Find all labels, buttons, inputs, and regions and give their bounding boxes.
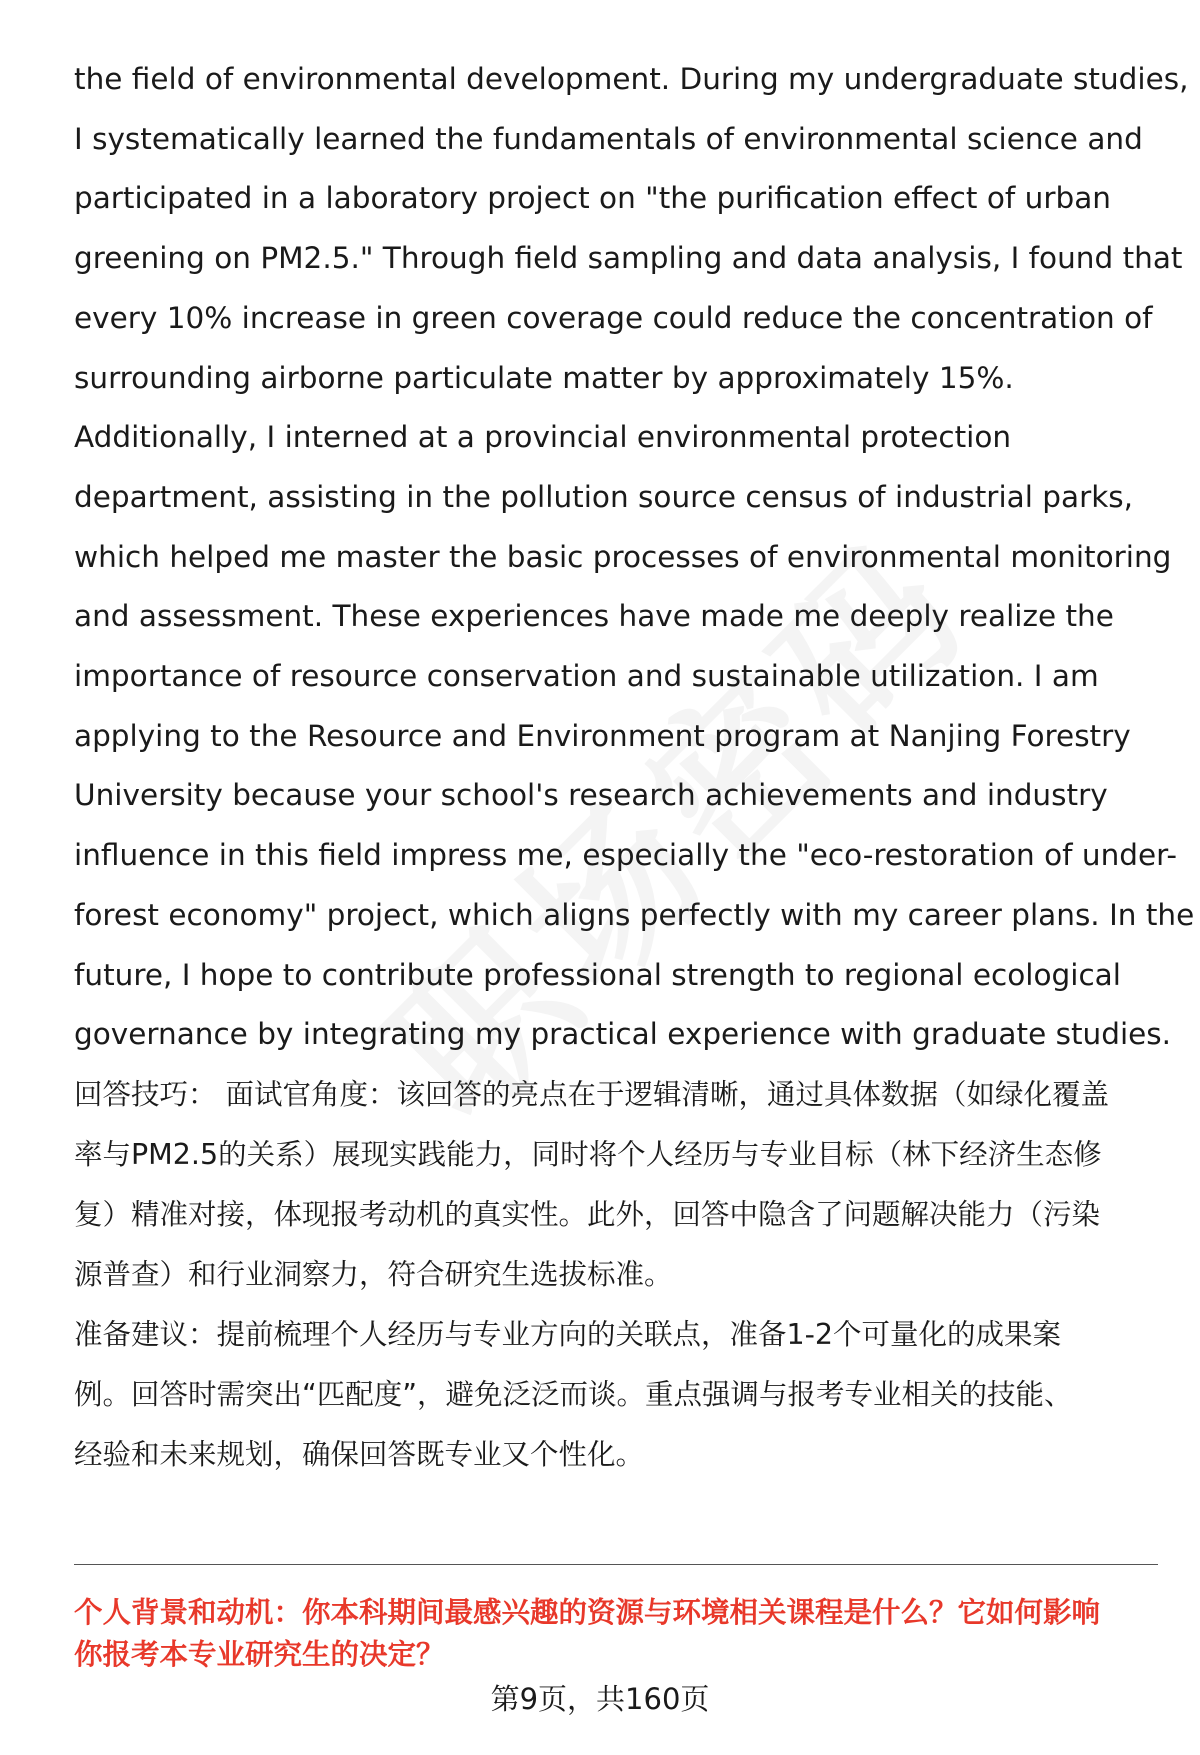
question-line: 个人背景和动机：你本科期间最感兴趣的资源与环境相关课程是什么？它如何影响 bbox=[74, 1596, 1101, 1629]
section-divider bbox=[74, 1564, 1158, 1565]
answer-line: Additionally, I interned at a provincial environmental protection bbox=[74, 420, 1012, 455]
answer-line: future, I hope to contribute professional strength to regional ecological bbox=[74, 957, 1121, 992]
answer-paragraph bbox=[74, 50, 1195, 1065]
answer-line: surrounding airborne particulate matter by approximately 15%. bbox=[74, 360, 1014, 395]
answer-line: forest economy" project, which aligns perfectly with my career plans. In the bbox=[74, 897, 1195, 932]
preparation-advice-line: 准备建议：提前梳理个人经历与专业方向的关联点，准备1-2个可量化的成果案 bbox=[74, 1318, 1062, 1351]
answer-line: I systematically learned the fundamentals of environmental science and bbox=[74, 121, 1143, 156]
next-question-heading bbox=[74, 1592, 1164, 1676]
answer-line: which helped me master the basic processes of environmental monitoring bbox=[74, 539, 1172, 574]
answer-line: and assessment. These experiences have made me deeply realize the bbox=[74, 599, 1114, 634]
preparation-advice-line: 例。回答时需突出“匹配度”，避免泛泛而谈。重点强调与报考专业相关的技能、 bbox=[74, 1378, 1073, 1411]
answer-line: every 10% increase in green coverage could reduce the concentration of bbox=[74, 300, 1153, 335]
answer-line: influence in this field impress me, especially the "eco-restoration of under- bbox=[74, 838, 1178, 873]
answer-line: department, assisting in the pollution source census of industrial parks, bbox=[74, 479, 1134, 514]
answer-line: participated in a laboratory project on "the purification effect of urban bbox=[74, 181, 1111, 216]
answer-line: governance by integrating my practical experience with graduate studies. bbox=[74, 1017, 1172, 1052]
preparation-advice-line: 经验和未来规划，确保回答既专业又个性化。 bbox=[74, 1438, 645, 1471]
tips-line: 复）精准对接，体现报考动机的真实性。此外，回答中隐含了问题解决能力（污染 bbox=[74, 1198, 1101, 1231]
question-line: 你报考本专业研究生的决定？ bbox=[74, 1638, 445, 1671]
tips-line: 回答技巧： 面试官角度：该回答的亮点在于逻辑清晰，通过具体数据（如绿化覆盖 bbox=[74, 1078, 1110, 1111]
answer-tips-section bbox=[74, 1065, 1169, 1485]
page-number: 第9页，共160页 bbox=[490, 1682, 710, 1716]
tips-line: 率与PM2.5的关系）展现实践能力，同时将个人经历与专业目标（林下经济生态修 bbox=[74, 1138, 1102, 1171]
answer-line: University because your school's research achievements and industry bbox=[74, 778, 1108, 813]
answer-line: greening on PM2.5." Through field sampling and data analysis, I found that bbox=[74, 241, 1183, 276]
answer-line: importance of resource conservation and sustainable utilization. I am bbox=[74, 659, 1099, 694]
answer-line: the field of environmental development. During my undergraduate studies, bbox=[74, 62, 1189, 96]
tips-line: 源普查）和行业洞察力，符合研究生选拔标准。 bbox=[74, 1258, 673, 1291]
answer-line: applying to the Resource and Environment program at Nanjing Forestry bbox=[74, 718, 1131, 753]
